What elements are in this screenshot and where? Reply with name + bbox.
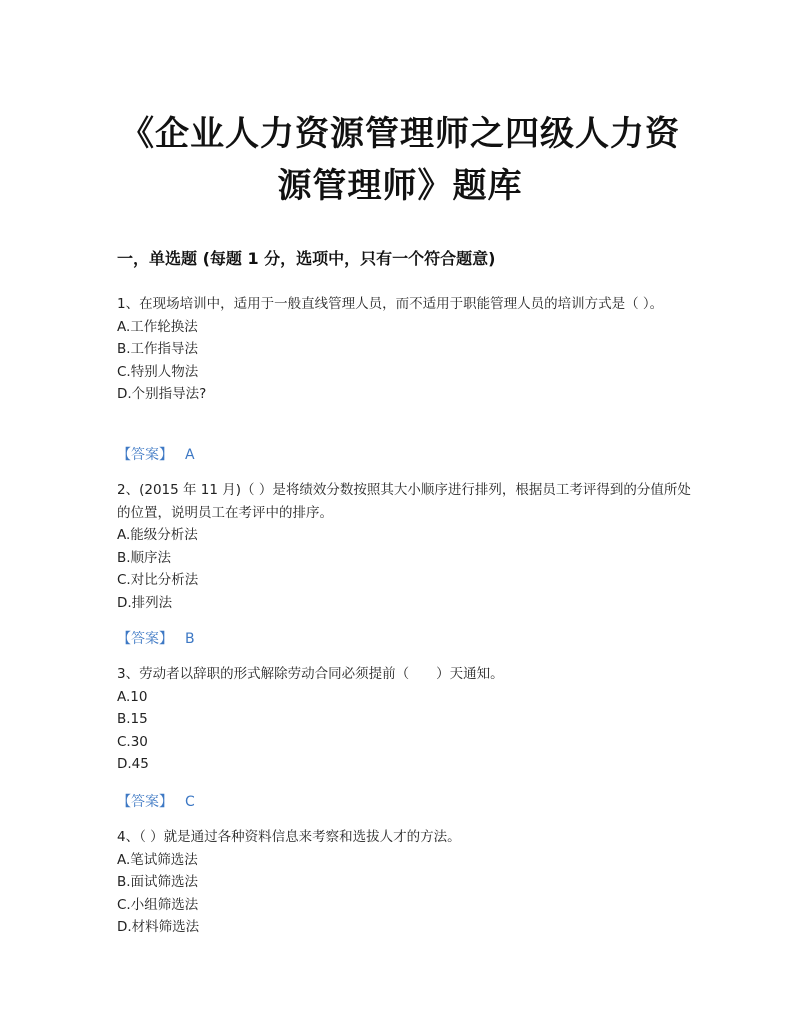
section-heading: 一，单选题 (每题 1 分，选项中，只有一个符合题意) [117,249,496,268]
answer-label: 【答案】 [117,794,173,810]
option-a: A.工作轮换法 [117,318,198,335]
option-a: A.笔试筛选法 [117,851,198,868]
question-1 [117,293,692,406]
answer-value: B [185,631,195,647]
answer-value: C [185,794,195,810]
option-c: C.30 [117,733,148,750]
option-a: A.10 [117,688,148,705]
question-2 [117,479,692,614]
question-4 [117,826,692,939]
option-d: D.个别指导法? [117,386,207,402]
option-c: C.特别人物法 [117,363,199,380]
question-stem: 1、在现场培训中，适用于一般直线管理人员，而不适用于职能管理人员的培训方式是（ ）。 [117,296,664,312]
answer-1 [117,444,195,464]
question-stem: 2、(2015 年 11 月)（ ）是将绩效分数按照其大小顺序进行排列，根据员工考评得到的分值所处的位置，说明员工在考评中的排序。 [117,482,691,521]
answer-label: 【答案】 [117,447,173,463]
option-d: D.45 [117,756,149,772]
question-3 [117,663,692,776]
title-line-2: 源管理师》题库 [277,166,523,206]
answer-2 [117,628,195,648]
option-c: C.对比分析法 [117,572,199,588]
option-b: B.面试筛选法 [117,874,199,890]
answer-value: A [185,447,195,463]
option-a: A.能级分析法 [117,527,198,543]
option-b: B.15 [117,711,148,727]
answer-3 [117,791,195,811]
option-b: B.工作指导法 [117,341,199,357]
option-b: B.顺序法 [117,549,172,566]
title-line-1: 《企业人力资源管理师之四级人力资 [120,114,680,154]
answer-label: 【答案】 [117,631,173,647]
question-stem: 3、劳动者以辞职的形式解除劳动合同必须提前（ ）天通知。 [117,666,504,682]
option-d: D.材料筛选法 [117,919,200,935]
option-c: C.小组筛选法 [117,896,199,913]
option-d: D.排列法 [117,594,173,611]
question-stem: 4、（ ）就是通过各种资料信息来考察和选拔人才的方法。 [117,829,461,845]
document-title [100,108,700,212]
